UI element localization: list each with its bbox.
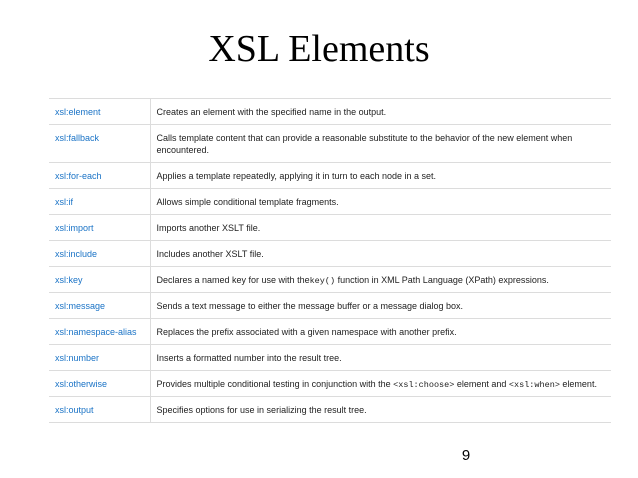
element-name-link[interactable]: xsl:for-each <box>49 163 150 189</box>
table-row <box>49 345 611 371</box>
slide-title: XSL Elements <box>208 28 430 70</box>
description-text: function in XML Path Language (XPath) expressions. <box>335 275 549 285</box>
table-row <box>49 319 611 345</box>
element-name-link[interactable]: xsl:namespace-alias <box>49 319 150 345</box>
description-text: Provides multiple conditional testing in conjunction with the <box>156 379 394 389</box>
table-row <box>49 371 611 397</box>
element-name-link[interactable]: xsl:otherwise <box>49 371 150 397</box>
element-description: Specifies options for use in serializing the result tree. <box>150 397 611 423</box>
element-description: Applies a template repeatedly, applying it in turn to each node in a set. <box>150 163 611 189</box>
table-row <box>49 397 611 423</box>
table-row <box>49 189 611 215</box>
element-description: Imports another XSLT file. <box>150 215 611 241</box>
code-snippet: <xsl:choose> <box>393 380 455 390</box>
element-name-link[interactable]: xsl:if <box>49 189 150 215</box>
element-name-link[interactable]: xsl:element <box>49 99 150 125</box>
table-row <box>49 125 611 163</box>
element-name-link[interactable]: xsl:number <box>49 345 150 371</box>
code-snippet: <xsl:when> <box>508 380 560 390</box>
description-text: Declares a named key for use with the <box>156 275 310 285</box>
description-text: element and <box>454 379 509 389</box>
element-description: Includes another XSLT file. <box>150 241 611 267</box>
element-name-link[interactable]: xsl:message <box>49 293 150 319</box>
code-snippet: key() <box>309 276 336 286</box>
element-description <box>150 267 611 293</box>
table-row <box>49 241 611 267</box>
element-name-link[interactable]: xsl:output <box>49 397 150 423</box>
element-description: Creates an element with the specified name in the output. <box>150 99 611 125</box>
description-text: element. <box>559 379 597 389</box>
table-row <box>49 99 611 125</box>
table-row <box>49 215 611 241</box>
element-description <box>150 371 611 397</box>
element-description: Allows simple conditional template fragments. <box>150 189 611 215</box>
table-row <box>49 267 611 293</box>
element-description: Replaces the prefix associated with a given namespace with another prefix. <box>150 319 611 345</box>
element-description: Inserts a formatted number into the result tree. <box>150 345 611 371</box>
element-name-link[interactable]: xsl:include <box>49 241 150 267</box>
element-name-link[interactable]: xsl:import <box>49 215 150 241</box>
element-name-link[interactable]: xsl:key <box>49 267 150 293</box>
element-name-link[interactable]: xsl:fallback <box>49 125 150 163</box>
page-number: 9 <box>461 447 471 464</box>
xsl-elements-table <box>49 98 611 423</box>
table-row <box>49 163 611 189</box>
table-row <box>49 293 611 319</box>
element-description: Calls template content that can provide a reasonable substitute to the behavior of the new element when encountered. <box>150 125 611 163</box>
element-description: Sends a text message to either the message buffer or a message dialog box. <box>150 293 611 319</box>
